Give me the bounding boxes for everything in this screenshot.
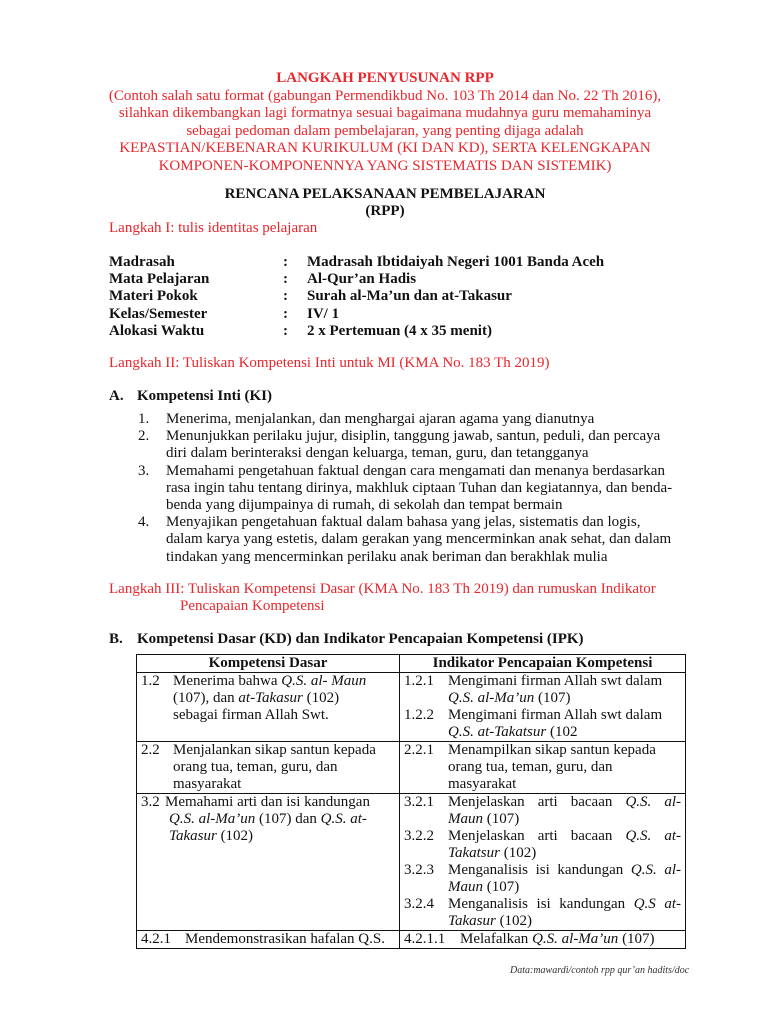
ipk-number: 1.2.2 xyxy=(404,707,434,723)
table-header-ipk: Indikator Pencapaian Kompetensi xyxy=(400,655,686,673)
identity-block xyxy=(109,254,669,340)
identity-colon: : xyxy=(283,271,288,288)
step-3-heading xyxy=(109,581,656,615)
kd-text-italic: Takasur xyxy=(169,828,217,844)
step-2-heading: Langkah II: Tuliskan Kompetensi Inti untuk MI (KMA No. 183 Th 2019) xyxy=(109,355,550,371)
rpp-title-line: RENCANA PELAKSANAAN PEMBELAJARAN xyxy=(224,186,546,202)
table-cell-ipk xyxy=(400,742,686,794)
header-line: (Contoh salah satu format (gabungan Permendikbud No. 103 Th 2014 dan No. 22 Th 2016), xyxy=(108,87,662,104)
table-row xyxy=(137,931,686,949)
list-number: 2. xyxy=(138,428,150,445)
step-1-heading: Langkah I: tulis identitas pelajaran xyxy=(109,220,318,236)
ipk-text: (107) xyxy=(618,931,655,947)
table-row xyxy=(137,794,686,931)
kd-text-italic: at-Takasur xyxy=(238,690,303,706)
list-text: dalam karya yang estetis, dalam gerakan yang mencerminkan anak sehat, dan dalam xyxy=(166,531,672,548)
document-title: LANGKAH PENYUSUNAN RPP xyxy=(276,70,494,86)
kd-number: 2.2 xyxy=(141,742,160,758)
identity-value: IV/ 1 xyxy=(307,305,340,322)
table-cell-kd xyxy=(137,794,400,931)
identity-value: Surah al-Ma’un dan at-Takasur xyxy=(307,288,512,305)
table-cell-kd xyxy=(137,931,400,949)
kd-text: (107), dan xyxy=(173,690,239,706)
ipk-text: Menjelaskan arti bacaan xyxy=(448,794,626,810)
header-line: sebagai pedoman dalam pembelajaran, yang penting dijaga adalah xyxy=(186,122,584,139)
ipk-text: Mengimani firman Allah swt dalam xyxy=(448,707,663,723)
ipk-text-italic: Q.S at- xyxy=(633,896,681,912)
list-text: Menerima, menjalankan, dan menghargai ajaran agama yang dianutnya xyxy=(166,411,595,427)
kd-text: masyarakat xyxy=(173,776,242,792)
kd-text: Mendemonstrasikan hafalan Q.S. xyxy=(185,931,385,947)
step-3-line: Pencapaian Kompetensi xyxy=(180,598,325,614)
identity-label: Alokasi Waktu xyxy=(109,322,205,339)
ipk-number: 2.2.1 xyxy=(404,742,434,758)
ipk-text: orang tua, teman, guru, dan xyxy=(448,759,613,775)
ki-list xyxy=(138,411,683,566)
ipk-text-italic: Takatsur xyxy=(448,845,500,861)
kd-text: (107) dan xyxy=(255,811,321,827)
list-text: Memahami pengetahuan faktual dengan cara mengamati dan menanya berdasarkan xyxy=(166,462,665,479)
list-item xyxy=(138,514,683,566)
list-text: Menunjukkan perilaku jujur, disiplin, tanggung jawab, santun, peduli, dan percaya xyxy=(166,428,661,445)
kd-text: Menerima bahwa xyxy=(173,673,282,689)
identity-label: Materi Pokok xyxy=(109,288,198,305)
identity-row xyxy=(109,288,669,305)
list-item xyxy=(138,463,683,515)
list-item xyxy=(138,411,683,428)
kd-text-italic: Q.S. al- Maun xyxy=(281,673,367,689)
identity-label: Mata Pelajaran xyxy=(109,271,210,288)
identity-colon: : xyxy=(283,322,288,339)
ipk-text: Menampilkan sikap santun kepada xyxy=(448,742,656,758)
section-title: Kompetensi Dasar (KD) dan Indikator Pencapaian Kompetensi (IPK) xyxy=(137,631,584,647)
list-text: Menyajikan pengetahuan faktual dalam bahasa yang jelas, sistematis dan logis, xyxy=(166,514,641,531)
ipk-number: 3.2.1 xyxy=(404,794,434,810)
ipk-text: (107) xyxy=(534,690,571,706)
ipk-text-italic: Takasur xyxy=(448,913,496,929)
ipk-text-italic: Maun xyxy=(448,811,483,827)
section-b-heading xyxy=(109,631,584,648)
list-text: tindakan yang mencerminkan perilaku anak beriman dan berakhlak mulia xyxy=(166,548,608,565)
table-header-row xyxy=(137,655,686,673)
ipk-text-italic: Maun xyxy=(448,879,483,895)
kd-text: orang tua, teman, guru, dan xyxy=(173,759,338,775)
kd-text-italic: Q.S. al-Ma’un xyxy=(169,811,256,827)
table-cell-kd xyxy=(137,742,400,794)
list-text: diri dalam berinteraksi dengan keluarga, teman, guru, dan tetangganya xyxy=(166,445,589,462)
ipk-text-italic: Q.S. al-Ma’un xyxy=(448,690,535,706)
section-letter: A. xyxy=(109,388,124,404)
ipk-text-italic: Q.S. at- xyxy=(625,828,681,844)
ipk-text: (102) xyxy=(499,845,537,861)
ipk-text: (102 xyxy=(546,724,578,740)
header-line: KEPASTIAN/KEBENARAN KURIKULUM (KI DAN KD), SERTA KELENGKAPAN xyxy=(119,140,651,156)
document-header xyxy=(60,70,710,175)
kd-text: sebagai firman Allah Swt. xyxy=(173,707,329,723)
kd-text: Memahami arti dan isi kandungan xyxy=(165,794,370,810)
kd-ipk-table xyxy=(136,654,686,949)
identity-label: Madrasah xyxy=(109,254,175,270)
rpp-title-line: (RPP) xyxy=(365,203,405,219)
ipk-text-italic: Q.S. al-Ma’un xyxy=(532,931,619,947)
identity-value: Al-Qur’an Hadis xyxy=(307,271,417,288)
ipk-number: 3.2.2 xyxy=(404,828,434,844)
kd-number: 4.2.1 xyxy=(141,931,171,947)
section-title: Kompetensi Inti (KI) xyxy=(137,388,272,404)
ipk-text-italic: Q.S. al- xyxy=(630,862,681,878)
identity-row xyxy=(109,306,669,323)
ipk-text: Menganalisis isi kandungan xyxy=(448,896,634,912)
list-number: 1. xyxy=(138,411,150,427)
ipk-text-italic: Q.S. al- xyxy=(625,794,681,810)
identity-row xyxy=(109,271,669,288)
table-cell-kd xyxy=(137,673,400,742)
identity-label: Kelas/Semester xyxy=(109,305,208,322)
table-header-kd: Kompetensi Dasar xyxy=(137,655,400,673)
ipk-text: (102) xyxy=(495,913,533,929)
table-row xyxy=(137,673,686,742)
kd-text-italic: Q.S. at- xyxy=(320,811,367,827)
identity-value: Madrasah Ibtidaiyah Negeri 1001 Banda Aceh xyxy=(307,254,605,270)
list-text: rasa ingin tahu tentang dirinya, makhluk ciptaan Tuhan dan kegiatannya, dan benda- xyxy=(166,479,673,496)
table-row xyxy=(137,742,686,794)
kd-text: Menjalankan sikap santun kepada xyxy=(173,742,376,758)
ipk-number: 4.2.1.1 xyxy=(404,931,446,947)
list-text: benda yang dijumpainya di rumah, di sekolah dan tempat bermain xyxy=(166,497,563,514)
kd-text: (102) xyxy=(216,828,254,844)
ipk-text: (107) xyxy=(483,879,520,895)
page-footer: Data:mawardi/contoh rpp qur’an hadits/doc xyxy=(510,965,690,976)
list-number: 4. xyxy=(138,514,150,531)
identity-colon: : xyxy=(283,254,288,270)
kd-number: 1.2 xyxy=(141,673,160,689)
kd-number: 3.2 xyxy=(141,794,160,810)
ipk-number: 3.2.3 xyxy=(404,862,434,878)
rpp-title xyxy=(60,186,710,220)
table-cell-ipk xyxy=(400,794,686,931)
step-3-line: Langkah III: Tuliskan Kompetensi Dasar (KMA No. 183 Th 2019) dan rumuskan Indikator xyxy=(109,581,656,597)
section-letter: B. xyxy=(109,631,123,647)
header-line: KOMPONEN-KOMPONENNYA YANG SISTEMATIS DAN SISTEMIK) xyxy=(158,157,612,174)
ipk-text: Menganalisis isi kandungan xyxy=(448,862,631,878)
identity-row xyxy=(109,254,669,271)
header-line: silahkan dikembangkan lagi formatnya sesuai bagaimana mudahnya guru memahaminya xyxy=(118,105,652,121)
table-cell-ipk xyxy=(400,673,686,742)
list-item xyxy=(138,428,683,462)
ipk-text: Melafalkan xyxy=(460,931,533,947)
kd-text: (102) xyxy=(302,690,340,706)
section-a-heading xyxy=(109,388,272,405)
identity-colon: : xyxy=(283,305,288,322)
ipk-number: 3.2.4 xyxy=(404,896,434,912)
ipk-text: Mengimani firman Allah swt dalam xyxy=(448,673,663,689)
identity-row xyxy=(109,323,669,340)
identity-colon: : xyxy=(283,288,288,305)
ipk-text: masyarakat xyxy=(448,776,517,792)
ipk-number: 1.2.1 xyxy=(404,673,434,689)
ipk-text: Menjelaskan arti bacaan xyxy=(448,828,626,844)
table-cell-ipk xyxy=(400,931,686,949)
list-number: 3. xyxy=(138,462,150,479)
ipk-text: (107) xyxy=(483,811,520,827)
identity-value: 2 x Pertemuan (4 x 35 menit) xyxy=(307,322,492,339)
ipk-text-italic: Q.S. at-Takatsur xyxy=(448,724,547,740)
